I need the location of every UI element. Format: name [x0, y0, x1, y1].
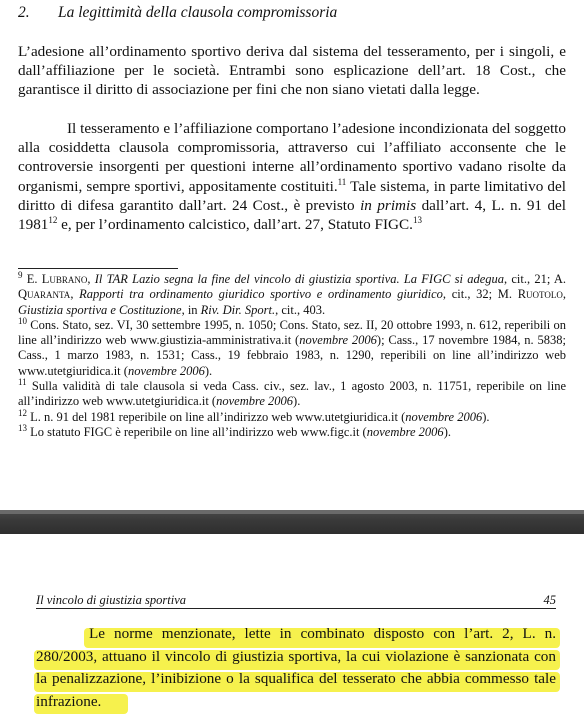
paragraph-2: [18, 119, 566, 234]
paragraph-1: L’adesione all’ordinamento sportivo deriva dal sistema del tesseramento, per i singoli, e dall’affiliazione per le società. Entrambi sono esplicazione dell’art. 18 Cost., che garantisce il diritto di associazione per fini che non siano vietati dalla legge.: [18, 43, 566, 99]
footnote-9: $^9$ E. Lubrano, Il TAR Lazio segna la fine del vincolo di giustizia sportiva. La FIGC si adegua, cit., 21; A. Quaranta, Rapporti tra ordinamento giuridico sportivo e ordinamento giuridico, cit., 32; M. Ruotolo, Giustizia sportiva e Costituzione, in Riv. Dir. Sport., cit., 403.: [18, 269, 567, 317]
running-head-rule: [36, 608, 556, 609]
paragraph-3-highlighted: Le norme menzionate, lette in combinato disposto con l’art. 2, L. n. 280/2003, attuano il vincolo di giustizia sportiva, la cui violazione è sanzionata con la penalizzazione, l’inibizione o la squalifica del tesserato che abbia commesso tale infrazione.: [36, 625, 556, 710]
section-number: 2.: [18, 4, 30, 21]
footnote-ref-13[interactable]: 13: [412, 214, 422, 225]
page-bottom: [0, 534, 584, 709]
p2-text-a: Il tesseramento e l’affiliazione comportano l’adesione incondizionata del soggetto alla cosiddetta clausola compromissoria, attraverso cui l’affiliato acconsente che le controversie insorgenti per questioni interne all’ordinamento sportivo vadano risolte da organismi, sempre sportivi, appositamente costituiti.: [18, 120, 566, 195]
footnote-11: $^{11}$ Sulla validità di tale clausola si veda Cass. civ., sez. lav., 1 agosto 2003, n. 11751, reperibile on line all’indirizzo web www.utetgiuridica.it (novembre 2006).: [18, 376, 566, 409]
p2-text-e: e, per l’ordinamento calcistico, dall’art. 27, Statuto FIGC.: [57, 216, 413, 234]
footnote-12: $^{12}$ L. n. 91 del 1981 reperibile on line all’indirizzo web www.utetgiuridica.it (novembre 2006).: [18, 407, 490, 424]
running-head: [36, 593, 556, 608]
p2-italic: in primis: [360, 196, 417, 214]
p2-text-b: Tale sistema, in parte limitativo del diritto di difesa garantito dall’art. 24 Cost., è previsto: [18, 177, 566, 214]
footnote-13: $^{13}$ Lo statuto FIGC è reperibile on line all’indirizzo web www.figc.it (novembre 2006).: [18, 422, 451, 439]
footnote-ref-12[interactable]: 12: [48, 214, 58, 225]
p2-text-d: dall’art. 4, L. n. 91 del 1981: [18, 196, 566, 234]
page-number: 45: [543, 593, 556, 607]
footnote-10: $^{10}$ Cons. Stato, sez. VI, 30 settembre 1995, n. 1050; Cons. Stato, sez. II, 20 ottobre 1993, n. 612, reperibili on line all’indirizzo web www.giustizia-amministrativa.it (novembre 2006); Cass., 17 novembre 1984, n. 5838; Cass., 1 marzo 1983, n. 1531; Cass., 19 febbraio 1983, n. 1290, reperibili on line all’indirizzo web www.utetgiuridica.it (novembre 2006).: [18, 315, 567, 378]
footnote-rule: [18, 268, 178, 269]
running-head-title: Il vincolo di giustizia sportiva: [36, 593, 186, 607]
page-separator: [0, 510, 584, 534]
section-title: La legittimità della clausola compromissoria: [58, 4, 338, 21]
footnotes: [18, 269, 567, 440]
footnote-ref-11[interactable]: 11: [337, 176, 347, 187]
section-heading: [18, 4, 337, 22]
